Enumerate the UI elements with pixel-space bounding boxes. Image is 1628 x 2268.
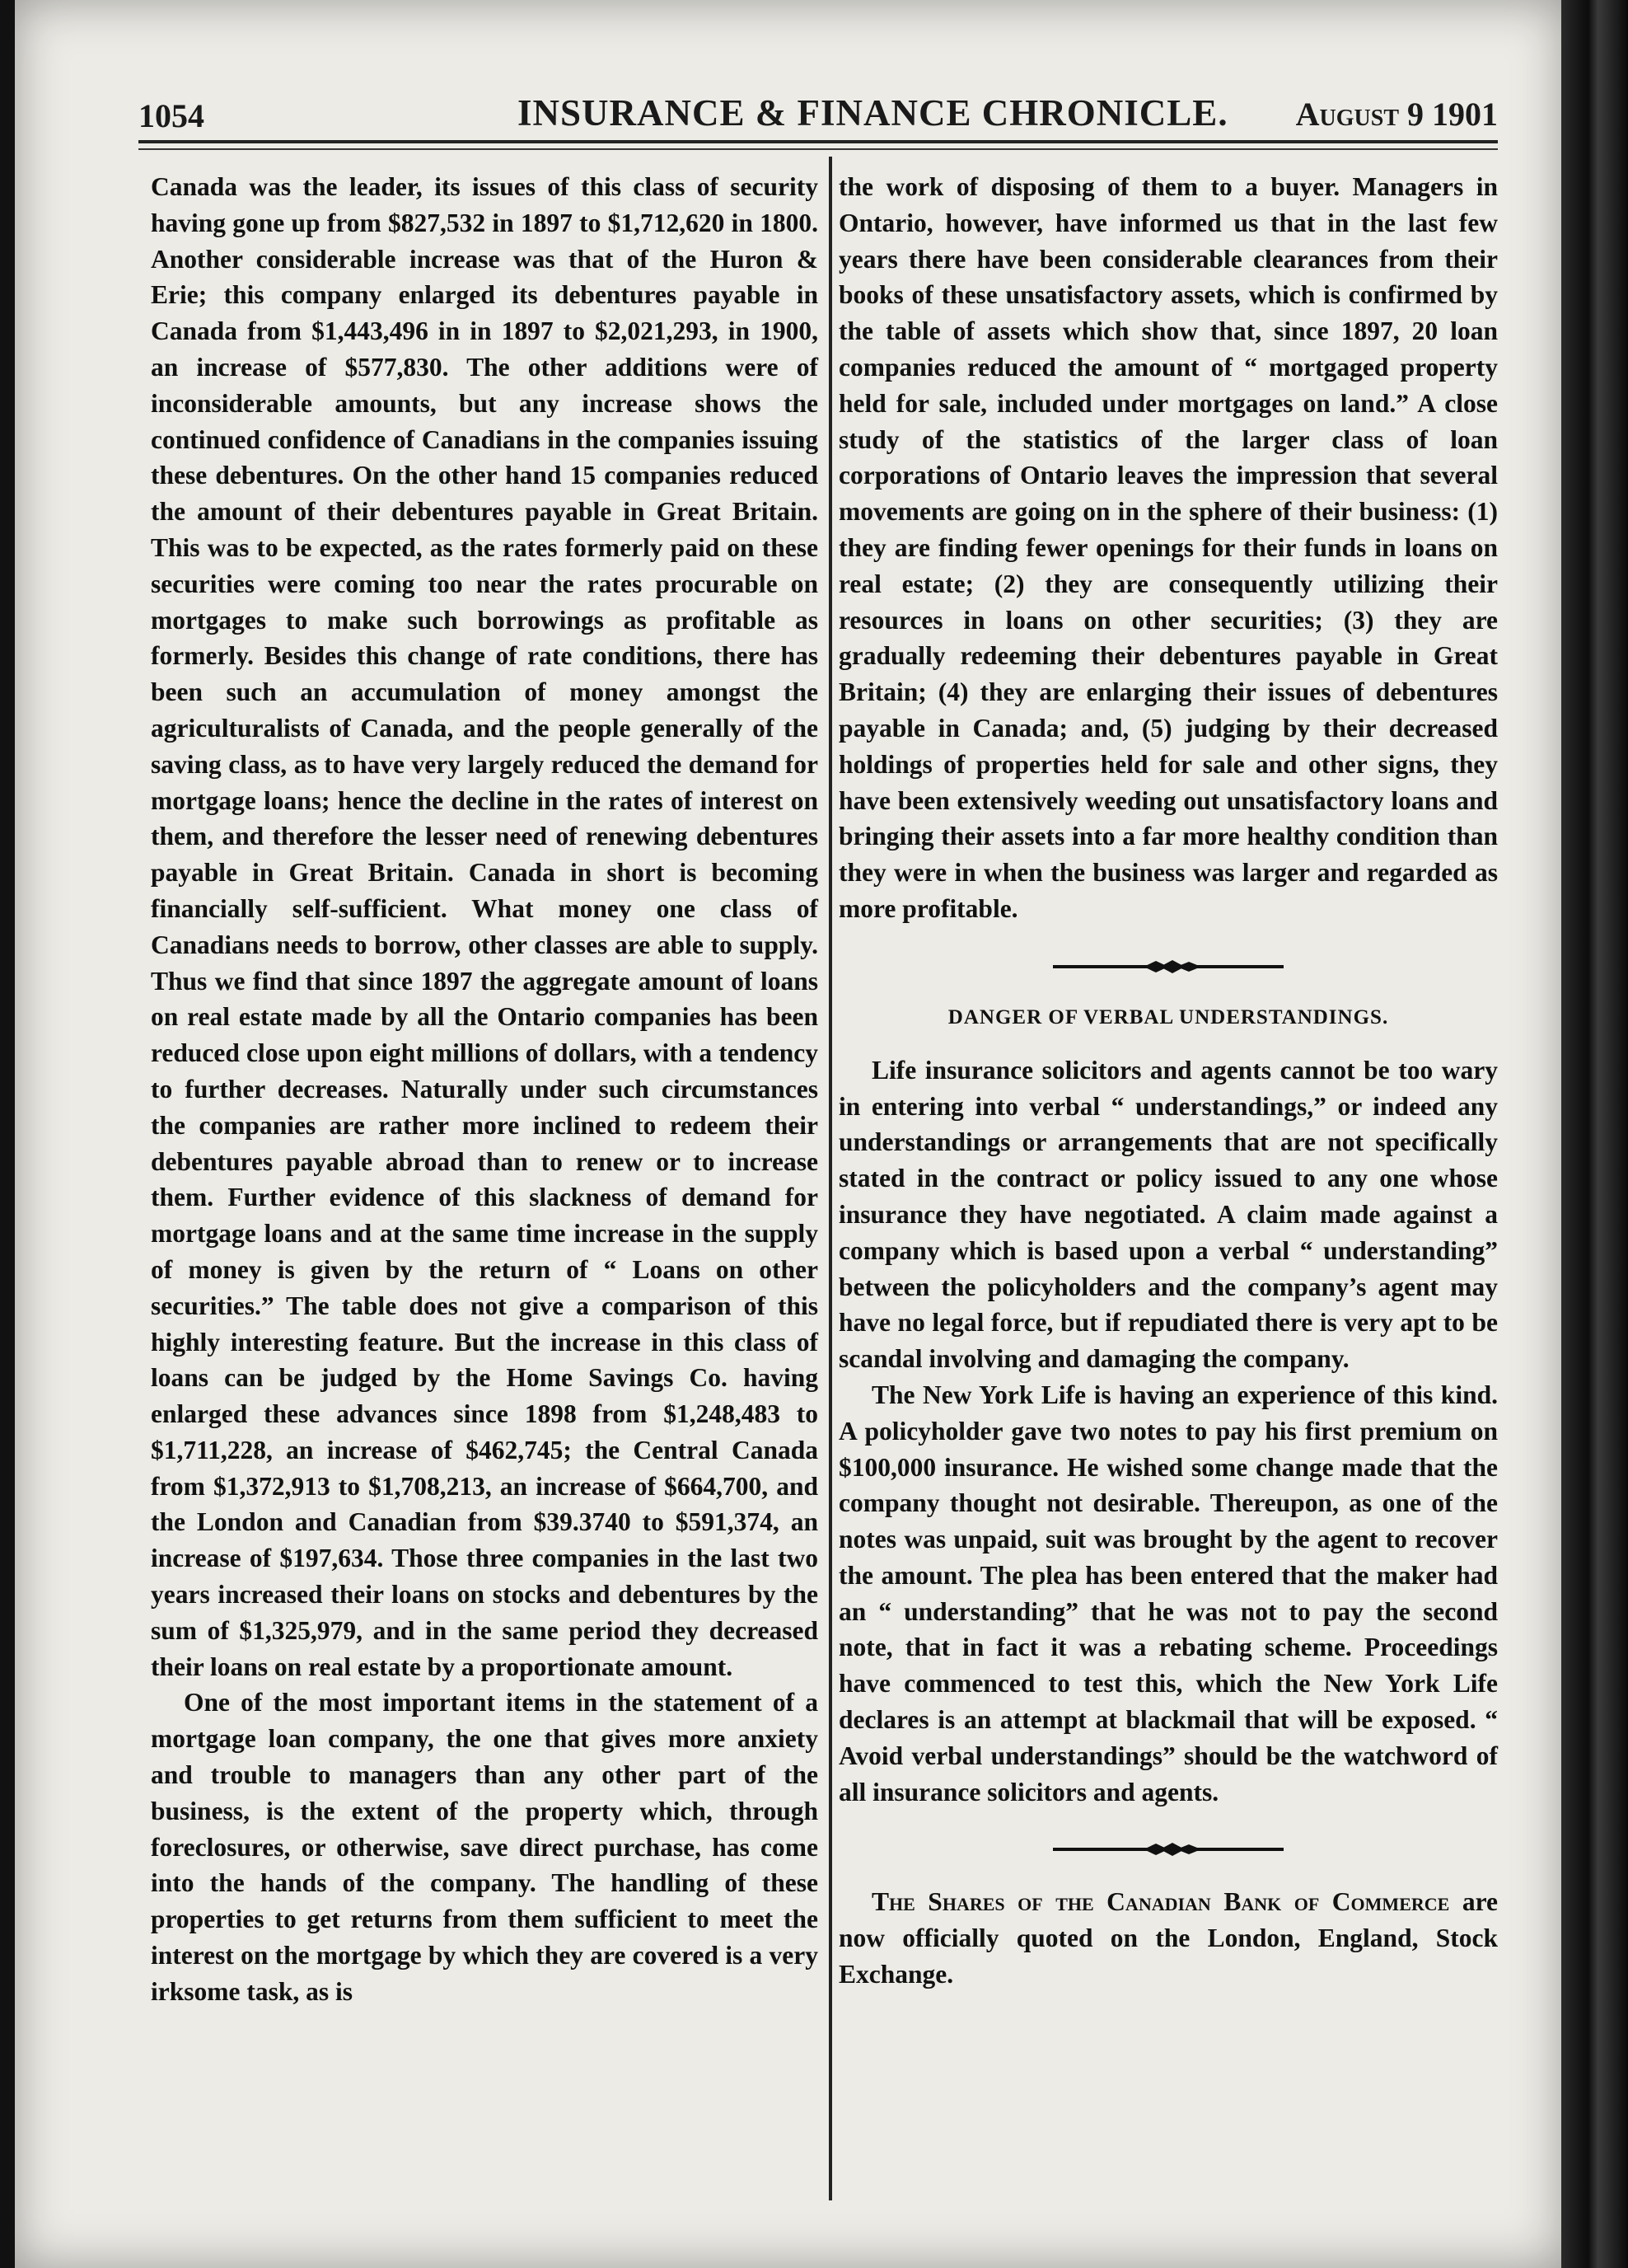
section-ornament xyxy=(839,1839,1498,1859)
page-header xyxy=(138,87,1498,136)
article-paragraph: Canada was the leader, its issues of this class of security having gone up from $827,532 in 1897 to $1,712,620 in 1800. Another considerable increase was that of the Huron & Erie; this company enlarged its debentures payable in Canada from $1,443,496 in in 1897 to $2,021,293, in 1900, an increase of $577,830. The other additions were of inconsiderable amounts, but any increase shows the continued confidence of Canadians in the companies issuing these debentures. On the other hand 15 companies reduced the amount of their debentures payable in Great Britain. This was to be expected, as the rates formerly paid on these securities were coming too near the rates procurable on mortgages to make such borrowings as profitable as formerly. Besides this change of rate conditions, there has been such an accumulation of money amongst the agriculturalists of Canada, and the people generally of the saving class, as to have very largely reduced the demand for mortgage loans; hence the decline in the rates of interest on them, and therefore the lesser need of renewing debentures payable in Great Britain. Canada in short is becoming financially self-sufficient. What money one class of Canadians needs to borrow, other classes are able to supply. Thus we find that since 1897 the aggregate amount of loans on real estate made by all the Ontario companies has been reduced close upon eight millions of dollars, with a tendency to further decreases. Naturally under such circumstances the companies are rather more inclined to redeem their debentures payable abroad than to renew or to increase them. Further evidence of this slackness of demand for mortgage loans and at the same time increase in the supply of money is given by the return of “ Loans on other securities.” The table does not give a comparison of this highly interesting feature. But the increase in this class of loans can be judged by the Home Savings Co. having enlarged these advances since 1898 from $1,248,483 to $1,711,228, an increase of $462,745; the Central Canada from $1,372,913 to $1,708,213, an increase of $664,700, and the London and Canadian from $39.3740 to $591,374, an increase of $197,634. Those three companies in the last two years increased their loans on stocks and debentures by the sum of $1,325,979, and in the same period they decreased their loans on real estate by a proportionate amount. xyxy=(151,172,818,1681)
newspaper-page xyxy=(15,0,1564,2268)
section-heading: DANGER OF VERBAL UNDERSTANDINGS. xyxy=(947,1005,1389,1029)
header-rule-secondary xyxy=(138,148,1498,150)
article-paragraph: One of the most important items in the statement of a mortgage loan company, the one that gives more anxiety and trouble to managers than any other part of the business, is the extent of the property which, through foreclosures, or otherwise, save direct purchase, has come into the hands of the company. The handling of these properties to get returns from them sufficient to meet the interest on the mortgage by which they are covered is a very irksome task, as is xyxy=(151,1688,818,2006)
column-divider xyxy=(829,157,832,2200)
notice-lead: The Shares of the Canadian Bank of Commerce xyxy=(872,1887,1450,1917)
ornament-rule-icon xyxy=(1053,958,1284,975)
left-column xyxy=(151,169,818,2010)
header-rule xyxy=(138,140,1498,143)
section-ornament xyxy=(839,957,1498,977)
right-column xyxy=(839,169,1498,1993)
binding-edge xyxy=(1561,0,1628,2268)
notice-text: are now officially quoted on the London, England, Stock Exchange. xyxy=(839,1887,1498,1989)
ornament-rule-icon xyxy=(1053,1841,1284,1858)
journal-title: INSURANCE & FINANCE CHRONICLE. xyxy=(517,92,1228,134)
issue-date: August 9 1901 xyxy=(1295,96,1498,133)
page-number: 1054 xyxy=(138,97,204,134)
article-paragraph-continued: the work of disposing of them to a buyer. Managers in Ontario, however, have informed us that in the last few years there have been considerable clearances from their books of these unsatisfactory assets, which is confirmed by the table of assets which show that, since 1897, 20 loan companies reduced the amount of “ mortgaged property held for sale, included under mortgages on land.” A close study of the statistics of the larger class of loan corporations of Ontario leaves the impression that several movements are going on in the sphere of their business: (1) they are finding fewer openings for their funds in loans on real estate; (2) they are consequently utilizing their resources in loans on other securities; (3) they are gradually redeeming their debentures payable in Great Britain; (4) they are enlarging their issues of debentures payable in Canada; and, (5) judging by their decreased holdings of properties held for sale and other signs, they have been extensively weeding out unsatisfactory loans and bringing their assets into a far more healthy condition than they were in when the business was larger and regarded as more profitable. xyxy=(839,172,1498,923)
section-paragraph: The New York Life is having an experience of this kind. A policyholder gave two notes to pay his first premium on $100,000 insurance. He wished some change made that the company thought not desirable. Thereupon, as one of the notes was unpaid, suit was brought by the agent to recover the amount. The plea has been entered that the maker had an “ understanding” that he was not to pay the second note, that in fact it was a rebating scheme. Proceedings have commenced to test this, which the New York Life declares is an attempt at blackmail that will be exposed. “ Avoid verbal understandings” should be the watchword of all insurance solicitors and agents. xyxy=(839,1380,1498,1806)
notice-paragraph xyxy=(839,1884,1498,1992)
section-paragraph: Life insurance solicitors and agents cannot be too wary in entering into verbal “ understandings,” or indeed any understandings or arrangements that are not specifically stated in the contract or policy issued to any one whose insurance they have negotiated. A claim made against a company which is based upon a verbal “ understanding” between the policyholders and the company’s agent may have no legal force, but if repudiated there is very apt to be scandal involving and damaging the company. xyxy=(839,1055,1498,1374)
